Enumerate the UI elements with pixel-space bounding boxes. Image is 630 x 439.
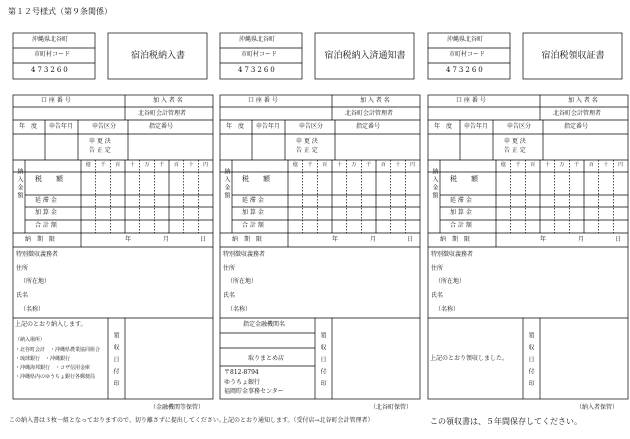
total-label: 合 計 額 — [450, 222, 472, 229]
municipality-code-label: 市町村コード — [34, 51, 71, 58]
digit-header: 万 — [559, 162, 565, 168]
receive-place-item: ・沖縄海邦銀行 ・コザ信用金庫 — [15, 365, 91, 371]
due-day-label: 日 — [200, 236, 207, 243]
subscriber-name-label: 加 入 者 名 — [360, 97, 390, 104]
collector-label: 特別徴収義務者 — [16, 251, 59, 258]
yucho-bank: ゆうちょ銀行 — [224, 379, 261, 386]
digit-header: 百 — [380, 162, 386, 168]
tax-amount-label: 税 額 — [450, 175, 478, 183]
due-year-label: 年 — [540, 236, 547, 243]
subscriber-name-value: 北谷町会計管理者 — [345, 110, 394, 117]
digit-header: 万 — [351, 162, 357, 168]
due-day-label: 日 — [615, 236, 622, 243]
surcharge-label: 加 算 金 — [450, 209, 472, 216]
keep-label-2: （北谷町保管） — [370, 404, 413, 411]
year-label: 年 度 — [434, 123, 453, 130]
document-title-3: 宿泊税領収証書 — [541, 51, 605, 61]
digit-header: 千 — [100, 162, 106, 168]
report-month-label: 申告年月 — [49, 123, 74, 130]
tax-amount-label: 税 額 — [35, 175, 63, 183]
report-month-label: 申告年月 — [256, 123, 281, 130]
report-category-label: 申告区分 — [92, 123, 117, 130]
subscriber-name-label: 加 入 者 名 — [153, 97, 183, 104]
digit-header: 千 — [515, 162, 521, 168]
category-options-bottom: 告 正 定 — [89, 147, 111, 154]
address-label: 住所 — [223, 265, 236, 272]
stamp-vertical-label: 領収日付印 — [527, 332, 534, 392]
name-label: 氏名 — [223, 292, 236, 299]
keep-label-3: （納入者保管） — [576, 404, 619, 411]
late-fee-label: 延 滞 金 — [35, 197, 57, 204]
due-year-label: 年 — [125, 236, 132, 243]
location-label: （所在地） — [20, 278, 51, 285]
digit-header: 円 — [203, 162, 209, 168]
designated-bank-label: 指定金融機関名 — [243, 321, 286, 328]
account-number-label: 口 座 番 号 — [41, 97, 71, 104]
location-label: （所在地） — [227, 278, 258, 285]
digit-header: 億 — [85, 162, 91, 168]
due-date-label: 納 期 限 — [25, 236, 56, 243]
total-label: 合 計 額 — [242, 222, 264, 229]
address-label: 住所 — [431, 265, 444, 272]
designated-number-label: 指定番号 — [149, 123, 174, 130]
address-label: 住所 — [16, 265, 29, 272]
digit-header: 百 — [173, 162, 179, 168]
due-day-label: 日 — [407, 236, 414, 243]
digit-header: 千 — [574, 162, 580, 168]
municipality-code-value: 473260 — [446, 66, 485, 74]
digit-header: 億 — [500, 162, 506, 168]
digit-header: 十 — [129, 162, 135, 168]
account-number-label: 口 座 番 号 — [456, 97, 486, 104]
due-month-label: 月 — [578, 236, 585, 243]
footer-note-3: この領収書は、５年間保存してください。 — [430, 417, 582, 426]
municipality-code-label: 市町村コード — [241, 51, 278, 58]
category-options-bottom: 告 正 定 — [504, 147, 526, 154]
receive-place-item: ・沖縄県内のゆうちょ銀行各郵便局 — [15, 374, 96, 380]
municipality-code-label: 市町村コード — [449, 51, 486, 58]
collector-label: 特別徴収義務者 — [223, 251, 266, 258]
year-label: 年 度 — [226, 123, 245, 130]
postal-code: 〒812-8794 — [224, 369, 259, 376]
location-label: （所在地） — [435, 278, 466, 285]
municipality-label: 沖縄県北谷町 — [32, 36, 69, 43]
due-date-label: 納 期 限 — [440, 236, 471, 243]
late-fee-label: 延 滞 金 — [242, 197, 264, 204]
designated-number-label: 指定番号 — [564, 123, 589, 130]
receive-place-item: ・北谷町会計 ・沖縄県農業協同組合 — [15, 347, 101, 353]
digit-header: 百 — [115, 162, 121, 168]
corp-name-label: （名称） — [20, 306, 45, 313]
due-year-label: 年 — [332, 236, 339, 243]
stamp-vertical-label: 領収日付印 — [112, 332, 119, 392]
digit-header: 千 — [159, 162, 165, 168]
subscriber-name-value: 北谷町会計管理者 — [553, 110, 602, 117]
corp-name-label: （名称） — [227, 306, 252, 313]
paid-as-above-text: 上記のとおり納入します。 — [15, 321, 87, 328]
year-label: 年 度 — [19, 123, 38, 130]
total-label: 合 計 額 — [35, 222, 57, 229]
nyukin-vertical-label: 納入金額 — [431, 168, 438, 200]
digit-header: 万 — [144, 162, 150, 168]
subscriber-name-value: 北谷町会計管理者 — [138, 110, 187, 117]
footer-note-2: 上記のとおり通知します。（受付店→北谷町会計管理者） — [222, 417, 374, 424]
surcharge-label: 加 算 金 — [35, 209, 57, 216]
category-options-top: 申 更 決 — [89, 138, 111, 145]
collector-label: 特別徴収義務者 — [431, 251, 474, 258]
municipality-code-value: 473260 — [31, 66, 70, 74]
designated-number-label: 指定番号 — [356, 123, 381, 130]
fukuoka-center: 福岡貯金事務センター — [224, 388, 284, 395]
document-title-1: 宿泊税納入書 — [130, 51, 185, 61]
nyukin-vertical-label: 納入金額 — [16, 168, 23, 200]
digit-header: 百 — [588, 162, 594, 168]
tax-amount-label: 税 額 — [242, 175, 270, 183]
municipality-label: 沖縄県北谷町 — [239, 36, 276, 43]
due-date-label: 納 期 限 — [232, 236, 263, 243]
receive-places-title: （納入場所） — [15, 337, 46, 343]
footer-note-1: この納入書は３枚一組となっておりますので、切り離さずに提出してください。 — [9, 417, 225, 424]
category-options-top: 申 更 決 — [296, 138, 318, 145]
digit-header: 円 — [410, 162, 416, 168]
digit-header: 千 — [307, 162, 313, 168]
form-title: 第１２号様式（第９条関係） — [8, 7, 112, 16]
name-label: 氏名 — [431, 292, 444, 299]
keep-label-1: （金融機関等保管） — [150, 404, 205, 411]
nyukin-vertical-label: 納入金額 — [223, 168, 230, 200]
digit-header: 百 — [322, 162, 328, 168]
handling-branch-label: 取りまとめ店 — [248, 355, 285, 362]
report-category-label: 申告区分 — [299, 123, 324, 130]
stamp-vertical-label: 領収日付印 — [319, 332, 326, 392]
surcharge-label: 加 算 金 — [242, 209, 264, 216]
digit-header: 十 — [336, 162, 342, 168]
digit-header: 百 — [530, 162, 536, 168]
account-number-label: 口 座 番 号 — [248, 97, 278, 104]
municipality-label: 沖縄県北谷町 — [447, 36, 484, 43]
name-label: 氏名 — [16, 292, 29, 299]
category-options-bottom: 告 正 定 — [296, 147, 318, 154]
corp-name-label: （名称） — [435, 306, 460, 313]
due-month-label: 月 — [370, 236, 377, 243]
digit-header: 十 — [544, 162, 550, 168]
received-as-above-text: 上記のとおり領収しました。 — [430, 355, 509, 362]
report-category-label: 申告区分 — [507, 123, 532, 130]
subscriber-name-label: 加 入 者 名 — [568, 97, 598, 104]
report-month-label: 申告年月 — [464, 123, 489, 130]
digit-header: 円 — [618, 162, 624, 168]
due-month-label: 月 — [163, 236, 170, 243]
digit-header: 千 — [366, 162, 372, 168]
document-title-2: 宿泊税納入済通知書 — [324, 51, 406, 61]
category-options-top: 申 更 決 — [504, 138, 526, 145]
late-fee-label: 延 滞 金 — [450, 197, 472, 204]
municipality-code-value: 473260 — [238, 66, 277, 74]
digit-header: 十 — [603, 162, 609, 168]
digit-header: 十 — [395, 162, 401, 168]
digit-header: 億 — [292, 162, 298, 168]
receive-place-item: ・琉球銀行 ・沖縄銀行 — [15, 356, 71, 362]
digit-header: 十 — [188, 162, 194, 168]
